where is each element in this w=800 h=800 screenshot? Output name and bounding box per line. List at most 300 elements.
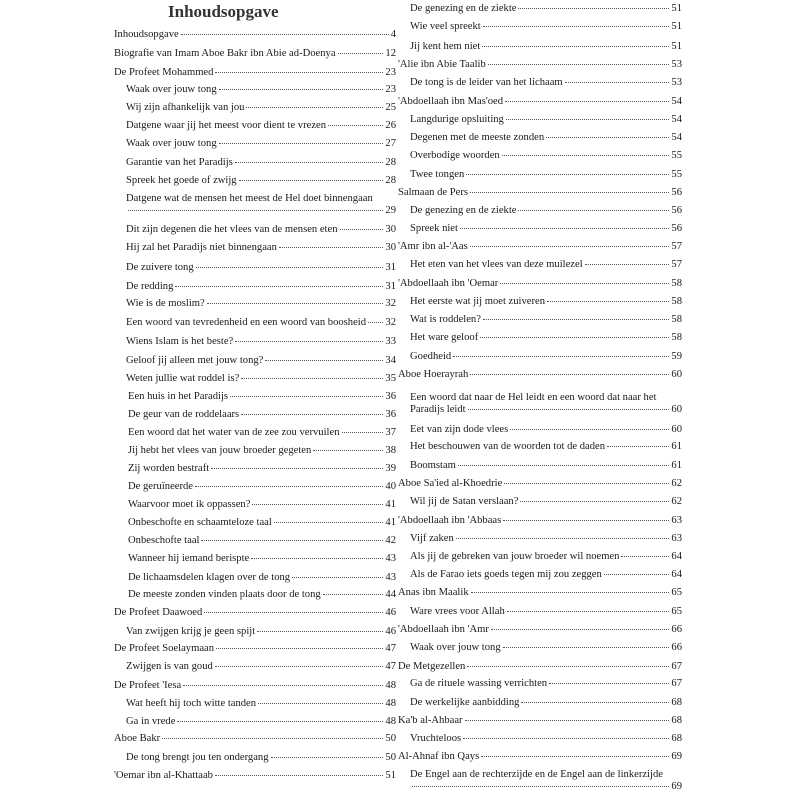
toc-entry	[114, 733, 396, 745]
toc-entry	[128, 409, 396, 421]
toc-entry-label: Al-Ahnaf ibn Qays	[398, 751, 480, 762]
dot-leader	[453, 356, 669, 357]
dot-leader	[504, 483, 669, 484]
toc-entry	[398, 369, 682, 381]
toc-entry	[126, 120, 396, 132]
toc-entry-label: Wil jij de Satan verslaan?	[410, 496, 519, 507]
toc-page-number: 36	[385, 409, 396, 420]
dot-leader	[219, 89, 384, 90]
dot-leader	[323, 594, 384, 595]
toc-page-number: 50	[385, 752, 396, 763]
toc-page-number: 41	[385, 499, 396, 510]
toc-entry-label: Het eerste wat jij moet zuiveren	[410, 296, 546, 307]
toc-entry-label: Aboe Sa'ied al-Khoedrie	[398, 478, 503, 489]
toc-page-number: 67	[671, 661, 682, 672]
dot-leader	[518, 8, 669, 9]
toc-entry	[126, 698, 396, 710]
dot-leader	[215, 775, 383, 776]
toc-entry	[126, 242, 396, 254]
toc-entry	[114, 67, 396, 79]
toc-entry	[128, 572, 396, 584]
dot-leader	[482, 46, 669, 47]
dot-leader	[274, 522, 384, 523]
toc-entry-label: De tong brengt jou ten ondergang	[126, 752, 269, 763]
dot-leader	[279, 247, 383, 248]
toc-page-number: 30	[385, 242, 396, 253]
dot-leader	[585, 264, 670, 265]
dot-leader	[313, 450, 383, 451]
dot-leader	[607, 446, 669, 447]
toc-entry	[126, 175, 396, 187]
dot-leader	[503, 520, 669, 521]
toc-page-number: 65	[671, 606, 682, 617]
toc-entry-label: Boomstam	[410, 460, 456, 471]
toc-entry	[128, 553, 396, 565]
toc-entry-label: De Metgezellen	[398, 661, 466, 672]
dot-leader	[500, 283, 669, 284]
dot-leader	[604, 574, 670, 575]
dot-leader	[502, 155, 670, 156]
toc-page-number: 55	[671, 169, 682, 180]
toc-entry-label: De tong is de leider van het lichaam	[410, 77, 563, 88]
toc-entry	[410, 205, 682, 217]
toc-entry-label-cont: Paradijs leidt	[410, 404, 466, 415]
toc-entry-label: Datgene waar jij het meest voor dient te vrezen	[126, 120, 327, 131]
toc-entry-label: 'Alie ibn Abie Taalib	[398, 59, 486, 70]
toc-entry-label: De geruïneerde	[128, 481, 193, 492]
toc-entry-label: Een woord dat naar de Hel leidt en een woord dat naar het	[410, 392, 657, 403]
toc-page-number: 29	[385, 205, 396, 216]
toc-entry	[126, 224, 396, 236]
toc-entry	[114, 680, 396, 692]
toc-entry-label: De lichaamsdelen klagen over de tong	[128, 572, 291, 583]
toc-entry	[114, 770, 396, 782]
dot-leader	[506, 119, 670, 120]
toc-entry-label: Vijf zaken	[410, 533, 454, 544]
toc-entry	[410, 259, 682, 271]
toc-page-number: 58	[671, 278, 682, 289]
dot-leader	[216, 648, 383, 649]
toc-page-number: 64	[671, 569, 682, 580]
toc-page-number: 35	[385, 373, 396, 384]
toc-entry	[128, 463, 396, 475]
dot-leader	[328, 125, 383, 126]
toc-page-number: 63	[671, 533, 682, 544]
dot-leader	[466, 174, 669, 175]
dot-leader	[183, 685, 383, 686]
toc-page-number: 50	[385, 733, 396, 744]
dot-leader	[470, 374, 669, 375]
toc-entry	[126, 373, 396, 385]
toc-page-number: 31	[385, 262, 396, 273]
dot-leader	[177, 721, 383, 722]
dot-leader	[547, 301, 669, 302]
toc-entry-label: Een huis in het Paradijs	[128, 391, 229, 402]
dot-leader	[521, 702, 669, 703]
dot-leader	[251, 558, 383, 559]
toc-page-number: 51	[671, 3, 682, 14]
toc-entry-label: Vruchteloos	[410, 733, 462, 744]
toc-page-number: 25	[385, 102, 396, 113]
toc-page-number: 12	[385, 48, 396, 59]
toc-entry	[128, 535, 396, 547]
toc-entry-label: Wiens Islam is het beste?	[126, 336, 234, 347]
toc-entry	[398, 278, 682, 290]
toc-page-number: 64	[671, 551, 682, 562]
toc-entry-label: 'Abdoellaah ibn 'Oemar	[398, 278, 499, 289]
toc-page-number: 51	[671, 21, 682, 32]
toc-page-number: 30	[385, 224, 396, 235]
toc-entry-label: 'Oemar ibn al-Khattaab	[114, 770, 213, 781]
dot-leader	[503, 647, 670, 648]
toc-entry-label: Aboe Bakr	[114, 733, 161, 744]
toc-page-number: 36	[385, 391, 396, 402]
toc-entry-label: Onbeschofte en schaamteloze taal	[128, 517, 272, 528]
toc-entry-label: De geur van de roddelaars	[128, 409, 240, 420]
toc-page-number: 69	[671, 751, 682, 762]
dot-leader	[204, 612, 383, 613]
toc-page-number: 37	[385, 427, 396, 438]
toc-page-number: 69	[671, 781, 682, 792]
toc-entry	[126, 138, 396, 150]
toc-entry-label: Spreek niet	[410, 223, 458, 234]
dot-leader	[546, 137, 669, 138]
toc-entry	[410, 392, 682, 416]
toc-page-number: 58	[671, 296, 682, 307]
toc-entry	[398, 478, 682, 490]
dot-leader	[465, 720, 670, 721]
toc-entry-label: Overbodige woorden	[410, 150, 500, 161]
dot-leader	[239, 180, 384, 181]
toc-entry-label: Eet van zijn dode vlees	[410, 424, 509, 435]
dot-leader	[565, 82, 670, 83]
toc-entry	[410, 533, 682, 545]
toc-page-number: 23	[385, 84, 396, 95]
toc-entry-label: Een woord van tevredenheid en een woord van boosheid	[126, 317, 367, 328]
dot-leader	[483, 26, 670, 27]
toc-entry-label: Dit zijn degenen die het vlees van de mensen eten	[126, 224, 338, 235]
toc-entry	[410, 223, 682, 235]
dot-leader	[468, 409, 670, 410]
toc-entry	[126, 298, 396, 310]
dot-leader	[470, 246, 670, 247]
toc-entry	[410, 569, 682, 581]
toc-page-number: 47	[385, 661, 396, 672]
toc-page-number: 46	[385, 626, 396, 637]
toc-entry	[128, 445, 396, 457]
dot-leader	[460, 228, 669, 229]
toc-page-number: 56	[671, 205, 682, 216]
dot-leader	[456, 538, 670, 539]
toc-entry-label: Datgene wat de mensen het meest de Hel doet binnengaan	[126, 193, 373, 204]
dot-leader	[481, 756, 669, 757]
toc-entry-label: Het ware geloof	[410, 332, 479, 343]
toc-entry-label: Langdurige opsluiting	[410, 114, 504, 125]
dot-leader	[467, 666, 669, 667]
toc-entry-label: Waak over jouw tong	[410, 642, 501, 653]
dot-leader	[505, 101, 669, 102]
toc-entry	[410, 424, 682, 436]
toc-entry	[126, 102, 396, 114]
toc-entry	[410, 733, 682, 745]
toc-page-number: 41	[385, 517, 396, 528]
dot-leader	[292, 577, 383, 578]
toc-entry	[126, 262, 396, 274]
toc-entry-label: 'Amr ibn al-'Aas	[398, 241, 468, 252]
toc-entry	[126, 193, 396, 217]
toc-entry-label: De Profeet Soelaymaan	[114, 643, 215, 654]
toc-page-number: 54	[671, 114, 682, 125]
toc-page-number: 62	[671, 496, 682, 507]
dot-leader	[549, 683, 669, 684]
toc-page-number: 32	[385, 317, 396, 328]
toc-entry-label: Zij worden bestraft	[128, 463, 210, 474]
toc-entry	[126, 752, 396, 764]
toc-entry	[126, 336, 396, 348]
toc-entry	[126, 281, 396, 293]
dot-leader	[483, 319, 669, 320]
toc-entry-label: Een woord dat het water van de zee zou vervuilen	[128, 427, 340, 438]
toc-page-number: 68	[671, 715, 682, 726]
toc-page-number: 63	[671, 515, 682, 526]
toc-entry-label: Anas ibn Maalik	[398, 587, 469, 598]
toc-entry-label: Het beschouwen van de woorden tot de daden	[410, 441, 606, 452]
toc-entry	[398, 59, 682, 71]
toc-entry-label: Ga in vrede	[126, 716, 176, 727]
toc-entry-label: Aboe Hoerayrah	[398, 369, 469, 380]
toc-entry-label: Waak over jouw tong	[126, 84, 217, 95]
toc-page-number: 4	[390, 29, 396, 40]
toc-page-number: 67	[671, 678, 682, 689]
dot-leader	[246, 107, 383, 108]
toc-page-number: 33	[385, 336, 396, 347]
toc-entry-label: Wat heeft hij toch witte tanden	[126, 698, 257, 709]
toc-entry-label: Waak over jouw tong	[126, 138, 217, 149]
toc-page-number: 48	[385, 698, 396, 709]
toc-entry-label: Ware vrees voor Allah	[410, 606, 505, 617]
toc-entry-label: Het eten van het vlees van deze muilezel	[410, 259, 583, 270]
toc-entry-label: De Profeet Daawoed	[114, 607, 203, 618]
toc-entry	[410, 441, 682, 453]
toc-page-number: 31	[385, 281, 396, 292]
dot-leader	[510, 429, 669, 430]
toc-entry	[114, 607, 396, 619]
toc-page-number: 61	[671, 460, 682, 471]
toc-entry	[410, 3, 682, 15]
toc-entry	[114, 29, 396, 41]
dot-leader	[340, 229, 384, 230]
dot-leader	[470, 192, 669, 193]
toc-entry-label: Als jij de gebreken van jouw broeder wil noemen	[410, 551, 620, 562]
toc-entry	[410, 606, 682, 618]
dot-leader	[219, 143, 384, 144]
toc-page-number: 23	[385, 67, 396, 78]
dot-leader	[215, 72, 383, 73]
toc-page-number: 48	[385, 680, 396, 691]
dot-leader	[181, 34, 389, 35]
toc-entry	[410, 41, 682, 53]
toc-entry-label: Goedheid	[410, 351, 452, 362]
toc-entry	[398, 661, 682, 673]
toc-entry	[410, 351, 682, 363]
toc-page-number: 57	[671, 259, 682, 270]
toc-entry	[410, 132, 682, 144]
toc-entry	[410, 150, 682, 162]
toc-entry	[128, 589, 396, 601]
toc-page-number: 66	[671, 624, 682, 635]
toc-entry	[410, 296, 682, 308]
dot-leader	[480, 337, 669, 338]
dot-leader	[491, 629, 670, 630]
toc-entry-label: Jij hebt het vlees van jouw broeder gegeten	[128, 445, 312, 456]
toc-entry-label: Biografie van Imam Aboe Bakr ibn Abie ad-Doenya	[114, 48, 336, 59]
toc-entry-label: Jij kent hem niet	[410, 41, 481, 52]
toc-page-number: 61	[671, 441, 682, 452]
toc-page-number: 53	[671, 77, 682, 88]
toc-page-number: 58	[671, 314, 682, 325]
toc-entry	[128, 391, 396, 403]
toc-entry-label: De Profeet Mohammed	[114, 67, 214, 78]
toc-entry-label: De redding	[126, 281, 174, 292]
toc-entry-label: Spreek het goede of zwijg	[126, 175, 237, 186]
toc-entry	[398, 715, 682, 727]
toc-entry-label: 'Abdoellaah ibn 'Amr	[398, 624, 489, 635]
dot-leader	[257, 631, 383, 632]
toc-entry	[398, 751, 682, 763]
toc-entry-label: Waarvoor moet ik oppassen?	[128, 499, 251, 510]
dot-leader	[368, 322, 383, 323]
toc-page-number: 54	[671, 96, 682, 107]
toc-entry	[410, 697, 682, 709]
toc-entry-label: Wanneer hij iemand berispte	[128, 553, 250, 564]
toc-entry	[410, 114, 682, 126]
toc-entry-label: De werkelijke aanbidding	[410, 697, 520, 708]
toc-page-number: 51	[671, 41, 682, 52]
toc-entry-label: Zwijgen is van goud	[126, 661, 213, 672]
toc-entry-label: De meeste zonden vinden plaats door de tong	[128, 589, 321, 600]
toc-entry	[128, 517, 396, 529]
toc-page-number: 43	[385, 553, 396, 564]
toc-entry-label: Wat is roddelen?	[410, 314, 481, 325]
toc-page-number: 66	[671, 642, 682, 653]
toc-page-number: 56	[671, 187, 682, 198]
toc-entry-label: De zuivere tong	[126, 262, 194, 273]
dot-leader	[195, 486, 383, 487]
toc-entry-label: De Engel aan de rechterzijde en de Engel aan de linkerzijde	[410, 769, 663, 780]
toc-page-number: 60	[671, 424, 682, 435]
toc-entry-label: Degenen met de meeste zonden	[410, 132, 545, 143]
dot-leader	[412, 786, 669, 787]
toc-entry	[128, 481, 396, 493]
toc-entry-label: Garantie van het Paradijs	[126, 157, 233, 168]
dot-leader	[520, 501, 669, 502]
toc-entry-label: Onbeschofte taal	[128, 535, 200, 546]
toc-entry	[410, 769, 682, 793]
toc-page-number: 53	[671, 59, 682, 70]
toc-entry-label: Hij zal het Paradijs niet binnengaan	[126, 242, 277, 253]
dot-leader	[235, 162, 384, 163]
dot-leader	[471, 592, 670, 593]
dot-leader	[488, 64, 670, 65]
dot-leader	[258, 703, 383, 704]
toc-entry	[114, 643, 396, 655]
toc-page-number: 32	[385, 298, 396, 309]
toc-entry	[410, 551, 682, 563]
toc-page-number: 56	[671, 223, 682, 234]
toc-entry-label: Inhoudsopgave	[114, 29, 179, 40]
toc-entry	[398, 96, 682, 108]
toc-entry	[398, 587, 682, 599]
toc-entry-label: Geloof jij alleen met jouw tong?	[126, 355, 264, 366]
dot-leader	[235, 341, 383, 342]
toc-page-number: 28	[385, 175, 396, 186]
toc-page-number: 55	[671, 150, 682, 161]
toc-entry	[114, 48, 396, 60]
toc-entry-label: De Profeet 'Iesa	[114, 680, 182, 691]
toc-entry	[126, 317, 396, 329]
toc-entry	[128, 499, 396, 511]
toc-entry-label: 'Abdoellaah ibn Mas'oed	[398, 96, 504, 107]
dot-leader	[215, 666, 384, 667]
toc-entry-label: De genezing en de ziekte	[410, 3, 517, 14]
dot-leader	[463, 738, 669, 739]
toc-page-number: 60	[671, 369, 682, 380]
toc-page-number: 57	[671, 241, 682, 252]
dot-leader	[230, 396, 383, 397]
toc-entry-label: De genezing en de ziekte	[410, 205, 517, 216]
dot-leader	[252, 504, 383, 505]
toc-entry	[410, 21, 682, 33]
toc-page-number: 68	[671, 733, 682, 744]
toc-entry	[126, 157, 396, 169]
toc-entry-label: Wie is de moslim?	[126, 298, 205, 309]
toc-page-number: 26	[385, 120, 396, 131]
dot-leader	[271, 757, 384, 758]
toc-page-number: 60	[671, 404, 682, 415]
toc-entry	[410, 169, 682, 181]
toc-page-number: 62	[671, 478, 682, 489]
toc-page-number: 40	[385, 481, 396, 492]
toc-entry	[126, 355, 396, 367]
dot-leader	[207, 303, 384, 304]
toc-entry-label: Van zwijgen krijg je geen spijt	[126, 626, 256, 637]
dot-leader	[196, 267, 384, 268]
toc-page-number: 48	[385, 716, 396, 727]
dot-leader	[458, 465, 669, 466]
toc-page-number: 28	[385, 157, 396, 168]
toc-page-number: 51	[385, 770, 396, 781]
dot-leader	[342, 432, 384, 433]
dot-leader	[621, 556, 669, 557]
toc-entry	[126, 661, 396, 673]
toc-entry	[128, 427, 396, 439]
toc-entry	[410, 332, 682, 344]
toc-page-number: 68	[671, 697, 682, 708]
toc-entry	[410, 460, 682, 472]
toc-entry-label: Als de Farao iets goeds tegen mij zou zeggen	[410, 569, 602, 580]
toc-page-number: 38	[385, 445, 396, 456]
toc-entry	[410, 314, 682, 326]
toc-entry-label: 'Abdoellaah ibn 'Abbaas	[398, 515, 502, 526]
dot-leader	[211, 468, 383, 469]
toc-page-number: 47	[385, 643, 396, 654]
toc-page-number: 59	[671, 351, 682, 362]
toc-entry	[398, 624, 682, 636]
toc-entry	[410, 642, 682, 654]
toc-page-number: 65	[671, 587, 682, 598]
toc-entry	[126, 84, 396, 96]
dot-leader	[241, 414, 383, 415]
